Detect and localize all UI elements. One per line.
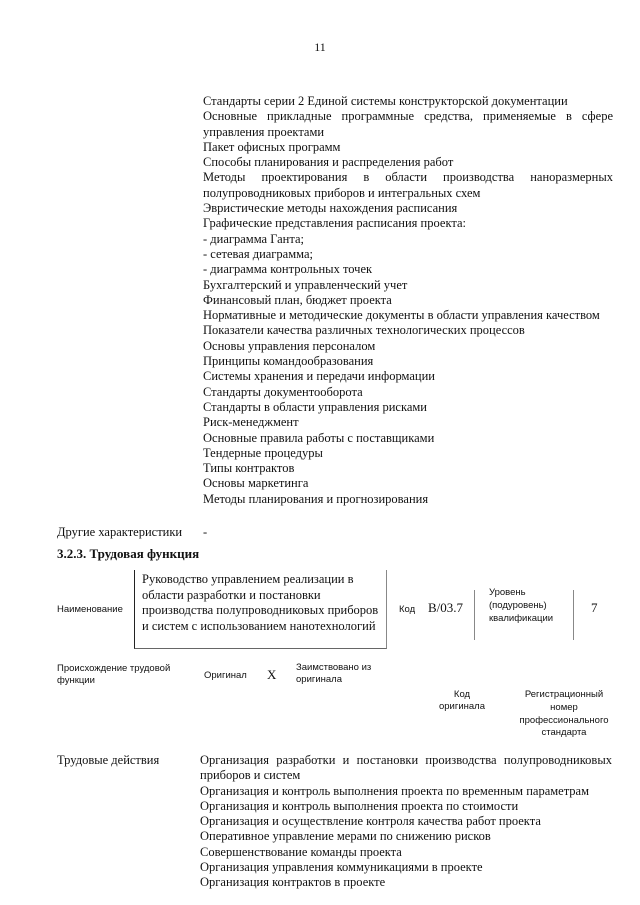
list-item: Системы хранения и передачи информации: [203, 369, 435, 384]
qualification-level-value: 7: [591, 600, 598, 615]
function-name-value: Руководство управлением реализации в области разработки и постановки производства полупроводниковых приборов и систем с использованием нанотехнологий: [142, 572, 379, 633]
list-item: Тендерные процедуры: [203, 445, 323, 460]
labor-actions-list: [200, 753, 612, 891]
list-item: Основные прикладные программные средства, применяемые в сфере управления проектами: [203, 109, 613, 139]
list-item: Принципы командообразования: [203, 354, 374, 369]
list-item: - диаграмма контрольных точек: [203, 262, 373, 277]
list-item: Организация и контроль выполнения проекта по временным параметрам: [200, 783, 590, 798]
code-original-label: Код оригинала: [438, 689, 485, 712]
list-item: Оперативное управление мерами по снижению рисков: [200, 829, 491, 844]
list-item: Показатели качества различных технологических процессов: [203, 323, 525, 338]
list-item: Эвристические методы нахождения расписания: [203, 201, 458, 216]
knowledge-requirements-list: [203, 94, 613, 507]
list-item: Основные правила работы с поставщиками: [203, 430, 435, 445]
list-item: Организация и осуществление контроля качества работ проекта: [200, 814, 541, 829]
page-number: 11: [314, 40, 326, 54]
list-item: Нормативные и методические документы в области управления качеством: [203, 308, 600, 323]
code-value: В/03.7: [428, 600, 464, 615]
list-item: Организация управления коммуникациями в проекте: [200, 860, 483, 875]
list-item: - сетевая диаграмма;: [203, 246, 313, 261]
list-item: Пакет офисных программ: [203, 139, 341, 154]
list-item: Организация и контроль выполнения проекта по стоимости: [200, 798, 519, 813]
list-item: Типы контрактов: [203, 461, 295, 476]
qualification-level-label: Уровень (подуровень) квалификации: [489, 587, 554, 624]
borrowed-label: Заимствовано из оригинала: [296, 662, 372, 685]
labor-actions-label: Трудовые действия: [57, 753, 160, 767]
list-item: Методы планирования и прогнозирования: [203, 491, 429, 506]
list-item: Графические представления расписания проекта:: [203, 216, 466, 231]
list-item: Стандарты в области управления рисками: [203, 399, 427, 414]
list-item: Организация контрактов в проекте: [200, 875, 386, 890]
list-item: Основы управления персоналом: [203, 338, 376, 353]
section-title: 3.2.3. Трудовая функция: [57, 546, 200, 561]
original-mark: X: [267, 667, 277, 682]
other-characteristics-value: -: [203, 525, 208, 539]
list-item: Совершенствование команды проекта: [200, 844, 402, 859]
list-item: Стандарты документооборота: [203, 384, 363, 399]
origin-label: Происхождение трудовой функции: [57, 663, 171, 686]
function-name-label: Наименование: [57, 604, 123, 615]
list-item: Риск-менеджмент: [203, 415, 299, 430]
list-item: Способы планирования и распределения работ: [203, 155, 454, 170]
other-characteristics-label: Другие характеристики: [57, 525, 183, 539]
list-item: Бухгалтерский и управленческий учет: [203, 277, 408, 292]
list-item: Методы проектирования в области производства наноразмерных полупроводниковых приборов и интегральных схем: [203, 170, 613, 200]
code-label: Код: [399, 604, 416, 615]
registration-number-label: Регистрационный номер профессионального стандарта: [519, 689, 609, 739]
list-item: Стандарты серии 2 Единой системы конструкторской документации: [203, 94, 568, 108]
list-item: Организация разработки и постановки производства полупроводниковых приборов и систем: [200, 753, 612, 783]
list-item: Финансовый план, бюджет проекта: [203, 292, 392, 307]
list-item: - диаграмма Ганта;: [203, 231, 305, 246]
original-label: Оригинал: [204, 670, 247, 681]
table-divider: [573, 590, 574, 640]
table-divider: [474, 590, 475, 640]
list-item: Основы маркетинга: [203, 476, 309, 491]
